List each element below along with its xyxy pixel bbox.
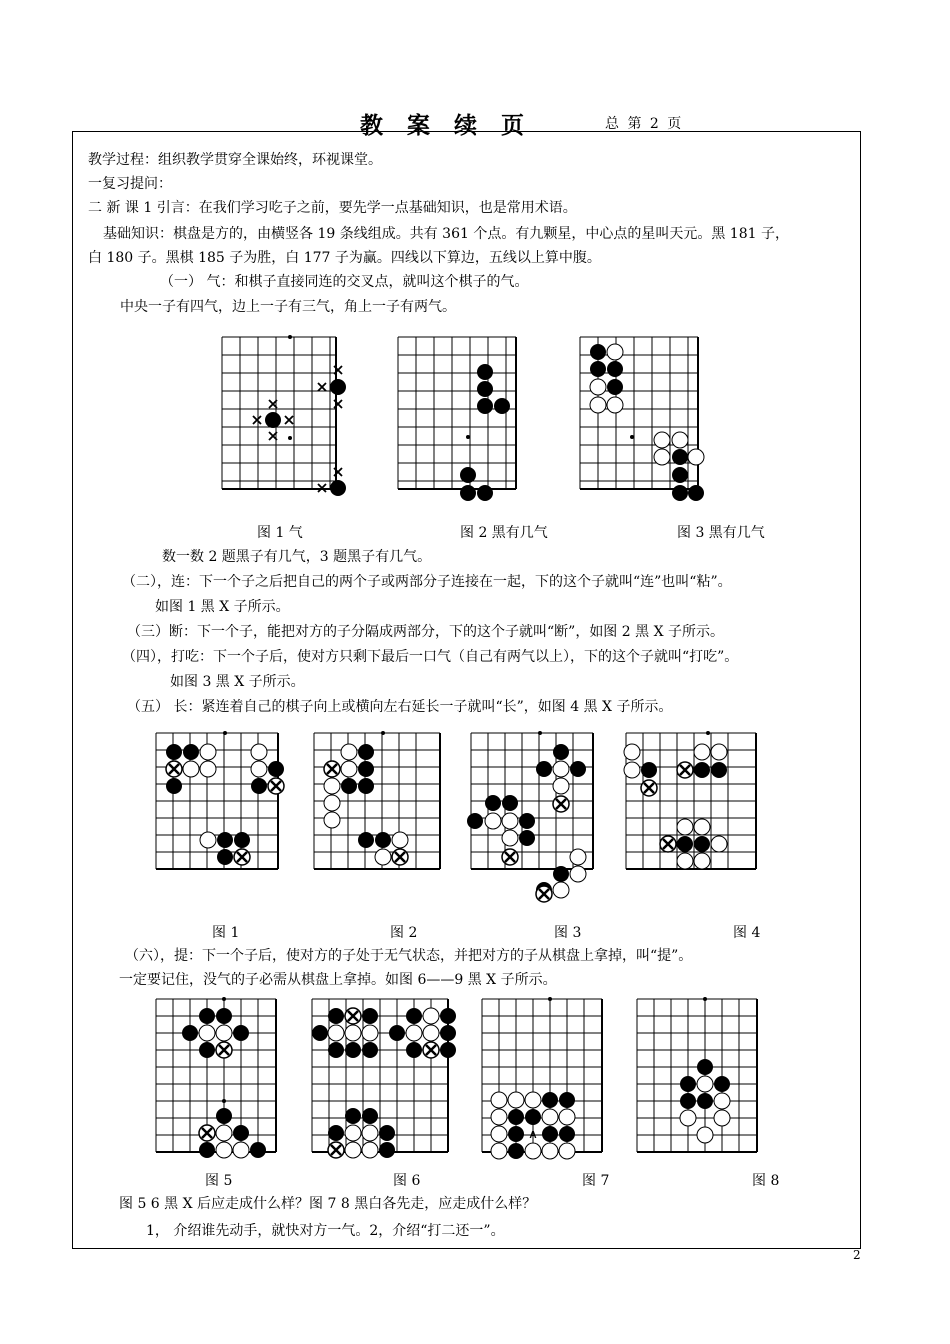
text-line: 教学过程：组织教学贯穿全课始终，环视课堂。 bbox=[88, 152, 382, 168]
go-board-fig3-count bbox=[576, 329, 706, 504]
text-line: （四），打吃：下一个子后，使对方只剩下最后一口气（自己有两气以上），下的这个子就叫“打吃”。 bbox=[122, 649, 739, 665]
black-stone bbox=[477, 485, 493, 501]
black-stone bbox=[182, 1025, 198, 1041]
black-stone bbox=[590, 344, 606, 360]
figure-caption: 图 2 bbox=[390, 925, 418, 941]
black-stone bbox=[688, 485, 704, 501]
white-stone bbox=[341, 744, 357, 760]
white-stone bbox=[714, 1110, 730, 1126]
black-stone bbox=[677, 836, 693, 852]
black-stone bbox=[199, 1042, 215, 1058]
black-stone bbox=[485, 795, 501, 811]
white-stone bbox=[553, 761, 569, 777]
white-stone bbox=[542, 1143, 558, 1159]
black-stone bbox=[502, 795, 518, 811]
go-board-connect-fig1 bbox=[150, 727, 290, 875]
black-stone bbox=[345, 1042, 361, 1058]
text-line: 1， 介绍谁先动手，就快对方一气。2，介绍“打二还一”。 bbox=[146, 1223, 505, 1239]
figure-caption: 图 7 bbox=[582, 1173, 610, 1189]
black-stone bbox=[358, 744, 374, 760]
white-stone bbox=[654, 449, 670, 465]
black-stone bbox=[328, 1042, 344, 1058]
black-stone bbox=[440, 1025, 456, 1041]
black-stone bbox=[641, 762, 657, 778]
liberty-marks bbox=[253, 366, 342, 492]
white-stone bbox=[570, 866, 586, 882]
black-stone bbox=[559, 1126, 575, 1142]
black-stone bbox=[379, 1125, 395, 1141]
black-stone bbox=[341, 778, 357, 794]
text-line: （三）断：下一个子，能把对方的子分隔成两部分，下的这个子就叫“断”，如图 2 黑 X 子所示。 bbox=[127, 624, 724, 640]
white-stone bbox=[570, 849, 586, 865]
white-stone bbox=[553, 882, 569, 898]
white-stone bbox=[680, 1110, 696, 1126]
page-title: 教 案 续 页 bbox=[360, 112, 533, 139]
white-stone bbox=[183, 761, 199, 777]
go-board-atari-fig3 bbox=[465, 727, 605, 875]
black-stone bbox=[362, 1042, 378, 1058]
white-stone bbox=[677, 853, 693, 869]
white-stone bbox=[553, 778, 569, 794]
white-stone bbox=[216, 1025, 232, 1041]
black-stone bbox=[680, 1093, 696, 1109]
figure-caption: 图 6 bbox=[393, 1173, 421, 1189]
white-stone bbox=[345, 1125, 361, 1141]
white-stone bbox=[711, 836, 727, 852]
white-stone bbox=[491, 1143, 507, 1159]
black-stone bbox=[330, 480, 346, 496]
white-stone bbox=[590, 379, 606, 395]
black-stone bbox=[570, 761, 586, 777]
white-stone bbox=[697, 1076, 713, 1092]
white-stone bbox=[525, 1143, 541, 1159]
text-line: 图 5 6 黑 X 后应走成什么样？图 7 8 黑白各先走，应走成什么样？ bbox=[119, 1196, 537, 1212]
black-stone bbox=[672, 485, 688, 501]
black-stone bbox=[694, 836, 710, 852]
grid bbox=[637, 999, 757, 1152]
black-stone bbox=[268, 761, 284, 777]
white-stone bbox=[199, 1025, 215, 1041]
black-stone bbox=[250, 1142, 266, 1158]
black-stone bbox=[519, 830, 535, 846]
black-stone bbox=[672, 449, 688, 465]
point-label-a: A bbox=[529, 1130, 537, 1141]
white-stone bbox=[559, 1109, 575, 1125]
white-stone bbox=[375, 849, 391, 865]
figure-caption: 图 5 bbox=[205, 1173, 233, 1189]
black-stone bbox=[166, 744, 182, 760]
white-stone bbox=[485, 813, 501, 829]
black-stone bbox=[216, 1008, 232, 1024]
white-stone bbox=[345, 1142, 361, 1158]
white-stone bbox=[324, 812, 340, 828]
page-counter: 总 第 2 页 bbox=[605, 116, 684, 132]
black-stone bbox=[519, 813, 535, 829]
text-line: 二 新 课 1 引言：在我们学习吃子之前，要先学一点基础知识，也是常用术语。 bbox=[88, 200, 577, 216]
black-stone bbox=[460, 467, 476, 483]
figure-caption: 图 1 bbox=[212, 925, 240, 941]
white-stone bbox=[694, 819, 710, 835]
black-stone bbox=[460, 485, 476, 501]
figure-caption: 图 3 黑有几气 bbox=[677, 525, 765, 541]
figure-caption: 图 4 bbox=[733, 925, 761, 941]
black-stone bbox=[694, 762, 710, 778]
page-number: 2 bbox=[853, 1248, 861, 1262]
black-stone bbox=[265, 412, 281, 428]
black-stone bbox=[330, 379, 346, 395]
go-board-capture-fig8 bbox=[633, 993, 763, 1159]
white-stone bbox=[711, 744, 727, 760]
black-stone bbox=[375, 832, 391, 848]
white-stone bbox=[324, 795, 340, 811]
white-stone bbox=[508, 1092, 524, 1108]
white-stone bbox=[251, 761, 267, 777]
white-stone bbox=[714, 1093, 730, 1109]
white-stone bbox=[624, 762, 640, 778]
black-stone bbox=[680, 1076, 696, 1092]
black-stone bbox=[672, 467, 688, 483]
figure-caption: 图 8 bbox=[752, 1173, 780, 1189]
black-stone bbox=[440, 1042, 456, 1058]
black-stone bbox=[216, 1108, 232, 1124]
white-stone bbox=[200, 761, 216, 777]
black-stone bbox=[328, 1008, 344, 1024]
text-line: 中央一子有四气，边上一子有三气，角上一子有两气。 bbox=[120, 299, 456, 315]
black-stone bbox=[345, 1108, 361, 1124]
white-stone bbox=[423, 1008, 439, 1024]
black-stone bbox=[607, 379, 623, 395]
go-board-capture-fig7 bbox=[478, 993, 608, 1159]
white-stone bbox=[362, 1142, 378, 1158]
white-stone bbox=[216, 1125, 232, 1141]
black-stone bbox=[217, 832, 233, 848]
black-stone bbox=[440, 1008, 456, 1024]
black-stone bbox=[379, 1142, 395, 1158]
black-stone bbox=[477, 381, 493, 397]
text-line: 白 180 子。黑棋 185 子为胜，白 177 子为赢。四线以下算边，五线以上算中腹。 bbox=[88, 250, 601, 266]
black-stone bbox=[477, 398, 493, 414]
text-line: 如图 3 黑 X 子所示。 bbox=[170, 674, 305, 690]
white-stone bbox=[624, 744, 640, 760]
black-stone bbox=[467, 813, 483, 829]
figure-caption: 图 1 气 bbox=[257, 525, 303, 541]
go-board-fig1-liberty bbox=[214, 329, 364, 504]
black-stone bbox=[406, 1008, 422, 1024]
black-stone bbox=[697, 1059, 713, 1075]
black-stone bbox=[233, 1025, 249, 1041]
black-stone bbox=[525, 1109, 541, 1125]
black-stone bbox=[607, 361, 623, 377]
text-line: 基础知识：棋盘是方的，由横竖各 19 条线组成。共有 361 个点。有九颗星，中心点的星叫天元。黑 181 子， bbox=[103, 226, 789, 242]
black-stone bbox=[362, 1108, 378, 1124]
black-stone bbox=[199, 1008, 215, 1024]
white-stone bbox=[328, 1025, 344, 1041]
white-stone bbox=[362, 1125, 378, 1141]
black-stone bbox=[711, 762, 727, 778]
black-stone bbox=[166, 778, 182, 794]
white-stone bbox=[423, 1025, 439, 1041]
white-stone bbox=[491, 1092, 507, 1108]
black-stone bbox=[542, 1092, 558, 1108]
black-stone bbox=[183, 744, 199, 760]
black-stone bbox=[536, 761, 552, 777]
black-stone bbox=[406, 1042, 422, 1058]
white-stone bbox=[502, 830, 518, 846]
black-stone bbox=[328, 1125, 344, 1141]
white-stone bbox=[233, 1142, 249, 1158]
black-stone bbox=[358, 832, 374, 848]
text-line: 数一数 2 题黑子有几气，3 题黑子有几气。 bbox=[162, 549, 432, 565]
white-stone bbox=[324, 778, 340, 794]
black-stone bbox=[312, 1025, 328, 1041]
white-stone bbox=[491, 1109, 507, 1125]
white-stone bbox=[590, 397, 606, 413]
white-stone bbox=[542, 1109, 558, 1125]
white-stone bbox=[341, 761, 357, 777]
black-stone bbox=[559, 1092, 575, 1108]
white-stone bbox=[491, 1126, 507, 1142]
black-stone bbox=[697, 1093, 713, 1109]
black-stone bbox=[590, 361, 606, 377]
black-stone bbox=[233, 1125, 249, 1141]
white-stone bbox=[216, 1142, 232, 1158]
black-stone bbox=[217, 849, 233, 865]
black-stone bbox=[358, 778, 374, 794]
white-stone bbox=[392, 832, 408, 848]
white-stone bbox=[694, 853, 710, 869]
grid bbox=[222, 335, 336, 489]
white-stone bbox=[607, 397, 623, 413]
black-stone bbox=[251, 778, 267, 794]
black-stone bbox=[362, 1008, 378, 1024]
black-stone bbox=[508, 1126, 524, 1142]
text-line: 一定要记住，没气的子必需从棋盘上拿掉。如图 6——9 黑 X 子所示。 bbox=[119, 972, 557, 988]
white-stone bbox=[406, 1025, 422, 1041]
white-stone bbox=[362, 1025, 378, 1041]
figure-caption: 图 2 黑有几气 bbox=[460, 525, 548, 541]
text-line: （五） 长：紧连着自己的棋子向上或横向左右延长一子就叫“长”，如图 4 黑 X 子所示。 bbox=[127, 699, 673, 715]
text-line: 如图 1 黑 X 子所示。 bbox=[155, 599, 290, 615]
white-stone bbox=[697, 1127, 713, 1143]
figure-caption: 图 3 bbox=[554, 925, 582, 941]
black-stone bbox=[389, 1025, 405, 1041]
black-stone bbox=[494, 398, 510, 414]
white-stone bbox=[688, 449, 704, 465]
white-stone bbox=[200, 744, 216, 760]
black-stone bbox=[553, 744, 569, 760]
black-stone bbox=[508, 1109, 524, 1125]
text-line: （六），提：下一个子后，使对方的子处于无气状态，并把对方的子从棋盘上拿掉，叫“提”。 bbox=[125, 948, 693, 964]
white-stone bbox=[607, 344, 623, 360]
text-line: 一复习提问： bbox=[88, 176, 172, 192]
white-stone bbox=[251, 744, 267, 760]
go-board-cut-fig2 bbox=[308, 727, 448, 875]
go-board-fig2-count bbox=[394, 329, 524, 504]
black-stone bbox=[358, 761, 374, 777]
go-board-capture-fig6 bbox=[308, 993, 458, 1159]
white-stone bbox=[672, 432, 688, 448]
black-stone bbox=[553, 866, 569, 882]
black-stone bbox=[477, 364, 493, 380]
white-stone bbox=[559, 1143, 575, 1159]
white-stone bbox=[654, 432, 670, 448]
white-stone bbox=[694, 744, 710, 760]
go-board-capture-fig5 bbox=[152, 993, 282, 1159]
white-stone bbox=[502, 813, 518, 829]
black-stone bbox=[542, 1126, 558, 1142]
white-stone bbox=[677, 819, 693, 835]
black-stone bbox=[508, 1143, 524, 1159]
go-board-extend-fig4 bbox=[620, 727, 760, 875]
white-stone bbox=[200, 832, 216, 848]
black-stone bbox=[714, 1076, 730, 1092]
grid bbox=[156, 999, 276, 1152]
text-line: （二），连：下一个子之后把自己的两个子或两部分子连接在一起，下的这个子就叫“连”也叫“粘”。 bbox=[122, 574, 732, 590]
text-line: （一） 气：和棋子直接同连的交叉点，就叫这个棋子的气。 bbox=[160, 274, 529, 290]
white-stone bbox=[345, 1025, 361, 1041]
black-stone bbox=[234, 832, 250, 848]
black-stone bbox=[199, 1142, 215, 1158]
white-stone bbox=[525, 1092, 541, 1108]
